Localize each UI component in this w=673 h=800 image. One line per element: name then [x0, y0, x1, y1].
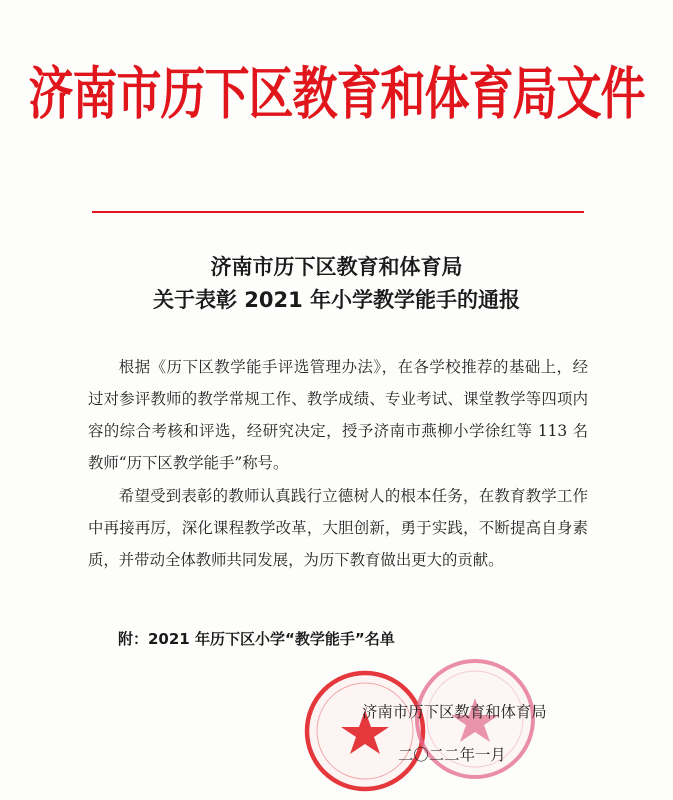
- document-title-line2: 关于表彰 2021 年小学教学能手的通报: [152, 288, 521, 312]
- body-paragraph-1: 根据《历下区教学能手评选管理办法》，在各学校推荐的基础上，经过对参评教师的教学常规工作、教学成绩、专业考试、课堂教学等四项内容的综合考核和评选，经研究决定，授予济南市燕柳小学徐红等 113 名教师“历下区教学能手”称号。: [88, 358, 588, 472]
- document-title-line1: 济南市历下区教育和体育局: [210, 255, 463, 279]
- red-divider-rule: [92, 211, 584, 213]
- document-issuer-header: 济南市历下区教育和体育局文件: [28, 60, 645, 127]
- attachment-note: 附：2021 年历下区小学“教学能手”名单: [118, 630, 395, 648]
- body-paragraph-2: 希望受到表彰的教师认真践行立德树人的根本任务，在教育教学工作中再接再厉，深化课程教学改革，大胆创新，勇于实践，不断提高自身素质，并带动全体教师共同发展，为历下教育做出更大的贡献。: [88, 487, 588, 569]
- signing-date: 二〇二二年一月: [398, 746, 506, 764]
- signing-organization: 济南市历下区教育和体育局: [362, 703, 547, 721]
